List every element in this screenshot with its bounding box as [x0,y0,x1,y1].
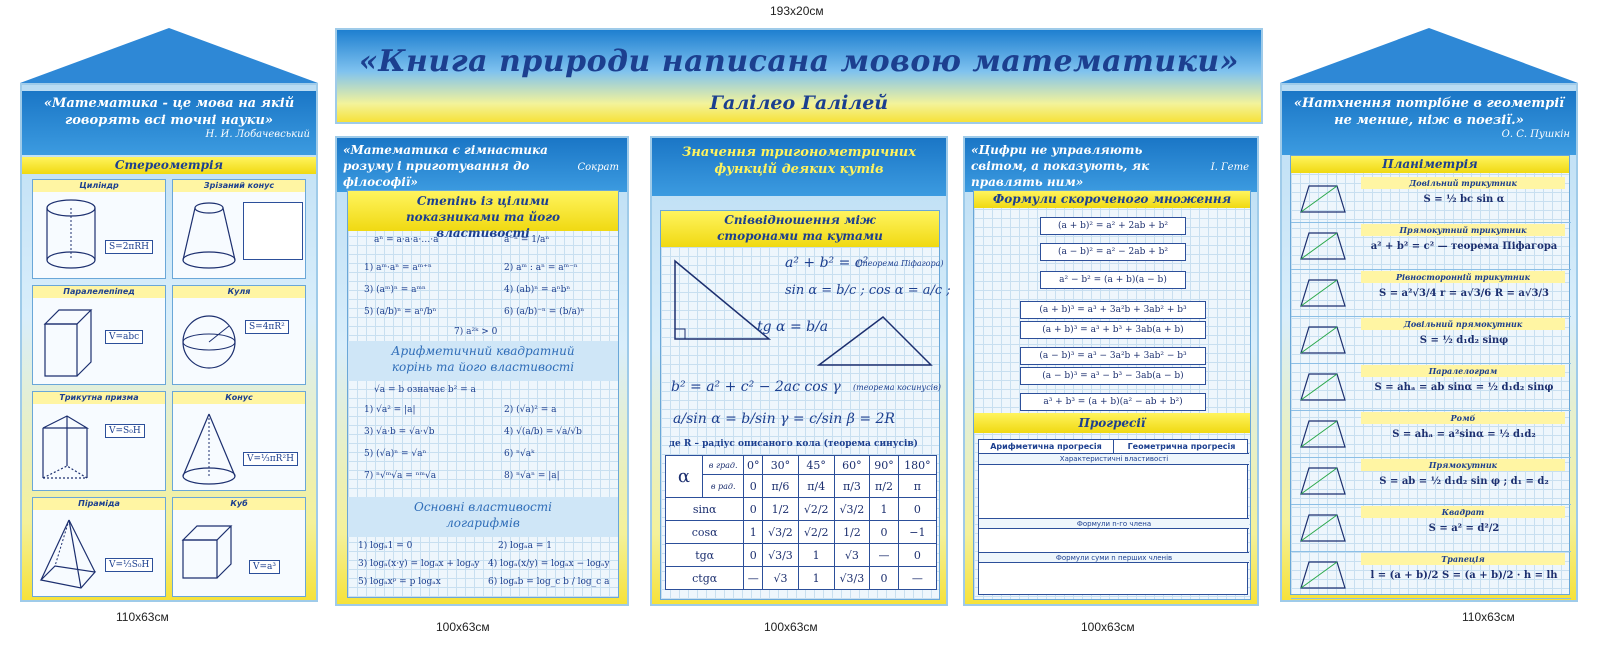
right-quote-band [1282,91,1576,155]
cube-icon [177,516,237,596]
dim-right: 110x63см [1462,610,1515,624]
cell-cone [172,391,306,491]
mid3-panel [963,136,1259,606]
table-row [666,521,937,544]
mid3-quote: «Цифри не управляють світом, а показують, як правлять ним» [971,143,1150,189]
dim-top: 193x20см [770,4,824,18]
right-heading: Планіметрія [1291,156,1569,173]
plani-section [1291,505,1571,552]
log-prop: 4) logₐ(x/y) = logₐx − logₐy [488,559,610,569]
mid1-sheet [347,190,619,598]
fn-value: 1 [798,567,834,590]
formula-box: a³ + b³ = (a + b)(a² − ab + b²) [1020,393,1206,411]
sin-cos: sin α = b/c ; cos α = a/c ; [785,283,951,298]
plani-formula: S = ahₐ = ab sinα = ½ d₁d₂ sinφ [1374,382,1554,393]
fn-value: −1 [898,521,936,544]
plani-label: Квадрат [1361,506,1565,518]
plani-section [1291,552,1571,599]
sine-law: a/sin α = b/sin γ = c/sin β = 2R [673,411,895,427]
left-panel [20,83,318,602]
mid2-title: Значення тригонометричних функцій деяких кутів [682,145,916,177]
figure-icon [1297,370,1349,404]
plani-section [1291,411,1571,458]
tangent: tg α = b/a [757,319,829,335]
fn-value: 0 [870,521,898,544]
alpha-cell: α [666,456,703,498]
figure-icon [1297,182,1349,216]
plani-section [1291,223,1571,270]
cell-formula: V=a³ [249,560,280,574]
cell-prism [32,391,166,491]
plani-label: Трапеція [1361,553,1565,565]
fn-value: √3/2 [834,498,870,521]
fn-value: √3 [763,567,799,590]
parallelepiped-icon [37,302,99,382]
plani-label: Довільний трикутник [1361,177,1565,189]
cell-formula: S=4πR² [245,320,289,334]
fn-value: — [870,544,898,567]
figure-icon [1297,417,1349,451]
header-rad: π [898,475,936,498]
fn-value: 0 [898,498,936,521]
fn-value: — [898,567,936,590]
mid2-panel [650,136,951,606]
trig-table [665,455,937,590]
log-prop: 3) logₐ(x·y) = logₐx + logₐy [358,559,480,569]
plani-section [1291,270,1571,317]
header-author: Галілео Галілей [709,92,889,114]
power-prop: 1) aᵐ·aⁿ = aᵐ⁺ⁿ [364,263,432,273]
power-prop: 7) a²ᵏ > 0 [454,327,498,337]
prog-row-label: Формули суми n перших членів [979,552,1249,563]
header-deg: 180° [898,456,936,475]
figure-icon [1297,229,1349,263]
cell-label: Куля [173,286,305,298]
frustum-icon [179,196,239,276]
plani-section [1291,364,1571,411]
cell-formula: V=⅓S₀H [105,558,153,572]
fn-value: 1 [798,544,834,567]
fn-value: 1/2 [763,498,799,521]
fn-value: 0 [870,567,898,590]
cell-label: Трикутна призма [33,392,165,404]
mid3-quote-band [965,138,1257,192]
formula-box: (a + b)³ = a³ + b³ + 3ab(a + b) [1020,321,1206,339]
plani-section [1291,458,1571,505]
plani-formula: S = ahₐ = a²sinα = ½ d₁d₂ [1392,429,1536,440]
right-panel [1280,83,1578,602]
power-neg: a⁻ⁿ = 1/aⁿ [504,235,550,245]
plani-label: Прямокутний трикутник [1361,224,1565,236]
plani-formula: l = (a + b)/2 S = (a + b)/2 · h = lh [1370,570,1558,581]
cell-frustum [172,179,306,279]
plani-label: Прямокутник [1361,459,1565,471]
formula-box: (a − b)² = a² − 2ab + b² [1040,243,1186,261]
plani-formula: S = ab = ½ d₁d₂ sin φ ; d₁ = d₂ [1379,476,1549,487]
cylinder-icon [41,196,101,276]
fn-value: — [744,567,763,590]
mid2-sheet [660,210,951,600]
power-prop: 6) (a/b)⁻ⁿ = (b/a)ⁿ [504,307,585,317]
root-prop: 8) ⁿ√aⁿ = |a| [504,471,560,481]
right-roof [1280,28,1578,83]
header-deg: 45° [798,456,834,475]
fn-name: cosα [666,521,744,544]
table-row [666,567,937,590]
sphere-icon [179,302,239,382]
root-prop: 7) ⁿ√ᵐ√a = ⁿᵐ√a [364,471,437,481]
cell-label: Циліндр [33,180,165,192]
fn-value: √3 [834,544,870,567]
formula-box: a² − b² = (a + b)(a − b) [1040,271,1186,289]
cell-cylinder [32,179,166,279]
header-deg: 60° [834,456,870,475]
root-prop: 3) √a·b = √a·√b [364,427,435,437]
left-grid [32,179,306,597]
header-rad: π/3 [834,475,870,498]
mid1-panel [335,136,629,606]
header-label: в рад. [703,475,744,498]
header-title: «Книга природи написана мовою математики» [359,44,1239,79]
cell-label: Конус [173,392,305,404]
plani-formula: S = ½ bc sin α [1423,194,1505,205]
mid2-title-band [652,138,946,196]
oblique-triangle-icon [815,311,935,371]
cell-parallelepiped [32,285,166,385]
fn-value: √2/2 [798,498,834,521]
formula-box: (a − b)³ = a³ − b³ − 3ab(a − b) [1020,367,1206,385]
cell-formula: S=2πRH [105,240,153,254]
cell-formula: V=abc [105,330,143,344]
cone-icon [179,408,239,488]
root-prop: 6) ⁿ√aᵏ [504,449,535,459]
fn-value: √2/2 [798,521,834,544]
cosine-note: (теорема косинусів) [853,383,942,392]
cell-formula-lines [243,202,303,260]
cell-label: Піраміда [33,498,165,510]
figure-icon [1297,464,1349,498]
left-quote: «Математика - це мова на якій говорять всі точні науки» [43,96,295,128]
fn-name: tgα [666,544,744,567]
header-rad: π/2 [870,475,898,498]
table-row [666,544,937,567]
root-prop: 5) (√a)ⁿ = √aⁿ [364,449,427,459]
mid1-quote: «Математика є гімнастика розуму і приготування до філософії» [343,143,548,189]
left-heading: Стереометрія [22,157,316,174]
power-def: aⁿ = a·a·a·…·a [374,235,439,245]
prog-col-geom: Геометрична прогресія [1114,440,1249,454]
prog-col-arith: Арифметична прогресія [979,440,1114,454]
cell-label: Куб [173,498,305,510]
cell-cube [172,497,306,597]
root-def: √a = b означає b² = a [374,385,476,395]
fn-value: 1 [870,498,898,521]
fn-value: 0 [744,498,763,521]
fn-value: √3/2 [763,521,799,544]
plani-formula: S = ½ d₁d₂ sinφ [1419,335,1509,346]
header-deg: 90° [870,456,898,475]
figure-icon [1297,276,1349,310]
fn-name: sinα [666,498,744,521]
root-prop: 4) √(a/b) = √a/√b [504,427,582,437]
root-prop: 1) √a² = |a| [364,405,416,415]
power-prop: 2) aᵐ : aⁿ = aᵐ⁻ⁿ [504,263,578,273]
progressions-heading: Прогресії [974,413,1250,433]
prism-icon [37,408,99,488]
fn-value: 0 [744,544,763,567]
fn-value: 1/2 [834,521,870,544]
fn-value: √3/3 [834,567,870,590]
cell-sphere [172,285,306,385]
log-prop: 2) logₐa = 1 [498,541,552,551]
fn-value: √3/3 [763,544,799,567]
plani-label: Рівносторонній трикутник [1361,271,1565,283]
fn-value: 1 [744,521,763,544]
header-rad: π/4 [798,475,834,498]
header-deg: 30° [763,456,799,475]
formula-box: (a − b)³ = a³ − 3a²b + 3ab² − b³ [1020,347,1206,365]
prog-row-label: Формули n-го члена [979,518,1249,529]
left-quote-band [22,91,316,155]
power-prop: 5) (a/b)ⁿ = aⁿ/bⁿ [364,307,437,317]
power-prop: 3) (aᵐ)ⁿ = aᵐⁿ [364,285,426,295]
dim-mid2: 100x63см [764,620,818,634]
header-banner [335,28,1263,124]
fn-value: 0 [898,544,936,567]
figure-icon [1297,558,1349,592]
roots-heading: Арифметичний квадратний корінь та його властивості [348,341,618,381]
dim-mid3: 100x63см [1081,620,1135,634]
progressions-table [978,439,1248,595]
plani-section [1291,176,1571,223]
dim-left: 110x63см [116,610,169,624]
fn-name: ctgα [666,567,744,590]
sine-note: де R – радіус описаного кола (теорема синусів) [669,439,918,449]
right-sheet [1290,155,1570,595]
pythagoras-note: (теорема Піфагора) [857,259,944,268]
pythagoras: a² + b² = c² [785,255,869,271]
left-quote-author: Н. И. Лобачевський [205,129,310,140]
plani-label: Довільний прямокутник [1361,318,1565,330]
cell-pyramid [32,497,166,597]
header-rad: 0 [744,475,763,498]
power-prop: 4) (ab)ⁿ = aⁿbⁿ [504,285,571,295]
plani-section [1291,317,1571,364]
log-prop: 5) logₐxᵖ = p logₐx [358,577,441,587]
mid3-sheet [973,190,1251,600]
formula-box: (a + b)³ = a³ + 3a²b + 3ab² + b³ [1020,301,1206,319]
mid3-quote-author: І. Гете [1210,162,1249,173]
cell-label: Зрізаний конус [173,180,305,192]
right-quote-author: О. С. Пушкін [1501,129,1570,140]
cell-label: Паралелепіпед [33,286,165,298]
mid1-quote-band [337,138,627,192]
header-deg: 0° [744,456,763,475]
log-prop: 1) logₐ1 = 0 [358,541,413,551]
log-prop: 6) logₐb = log_c b / log_c a [488,577,610,587]
plani-formula: S = a² = d²/2 [1428,523,1500,534]
table-row [666,498,937,521]
cell-formula: V=⅓πR²H [243,452,298,466]
cell-formula: V=S₀H [105,424,145,438]
mid1-quote-author: Сократ [577,162,619,173]
powers-heading: Степінь із цілими показниками та його властивості [348,191,618,231]
header-rad: π/6 [763,475,799,498]
figure-icon [1297,511,1349,545]
figure-icon [1297,323,1349,357]
mid2-heading: Співвідношення між сторонами та кутами [661,211,939,247]
plani-formula: a² + b² = c² — теорема Піфагора [1370,241,1558,252]
formula-box: (a + b)² = a² + 2ab + b² [1040,217,1186,235]
left-roof [20,28,318,83]
dim-mid1: 100x63см [436,620,490,634]
header-label: в град. [703,456,744,475]
logs-heading: Основні властивості логарифмів [348,497,618,537]
cosine-law: b² = a² + c² − 2ac cos γ [671,379,841,395]
plani-label: Паралелограм [1361,365,1565,377]
pyramid-icon [37,514,99,594]
prog-row-label: Характеристичні властивості [979,454,1249,465]
right-quote: «Натхнення потрібне в геометрії не менше, ніж в поезії.» [1293,96,1565,128]
plani-label: Ромб [1361,412,1565,424]
plani-formula: S = a²√3/4 r = a√3/6 R = a√3/3 [1378,288,1550,299]
mid3-heading: Формули скороченого множення [974,191,1250,208]
root-prop: 2) (√a)² = a [504,405,557,415]
